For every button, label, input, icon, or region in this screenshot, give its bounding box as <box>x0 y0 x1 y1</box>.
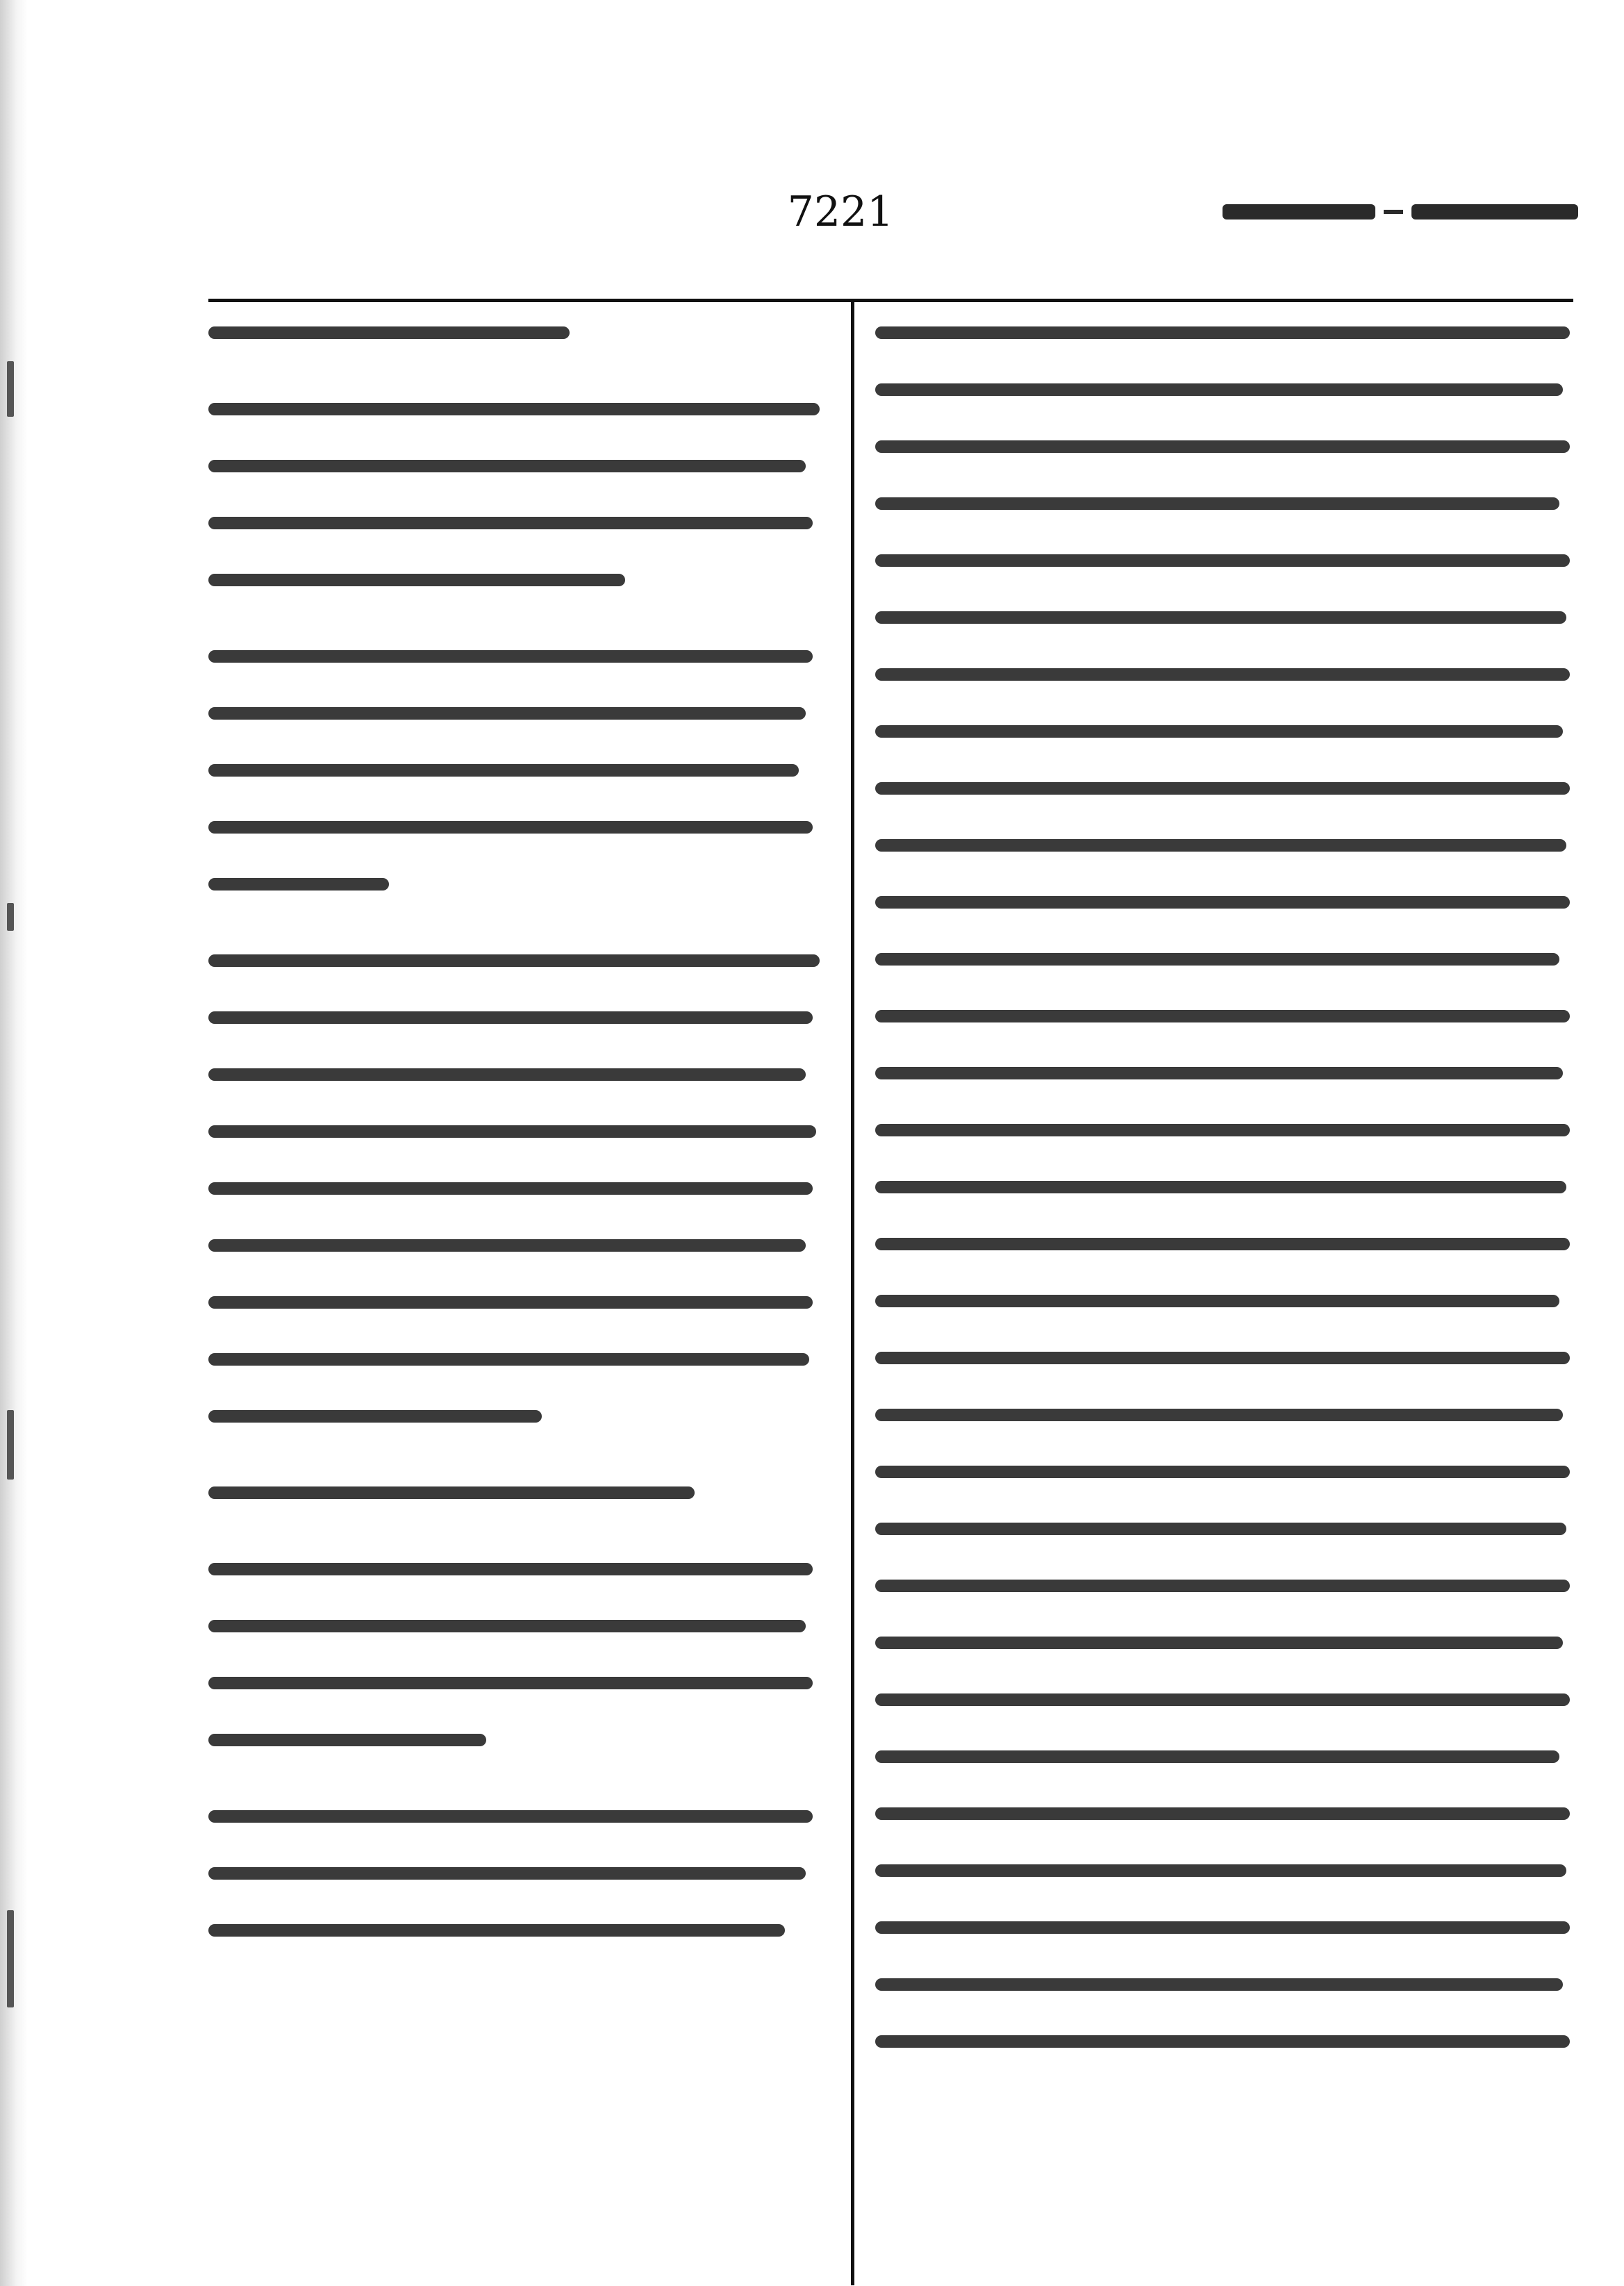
text-line <box>875 953 1559 966</box>
text-line <box>875 1580 1570 1592</box>
running-head <box>1223 189 1584 238</box>
text-line <box>875 1067 1563 1079</box>
text-line <box>875 1978 1563 1991</box>
text-line <box>208 1353 809 1366</box>
text-line <box>875 1466 1570 1478</box>
text-line <box>208 517 813 529</box>
running-head-last-word <box>1411 204 1578 220</box>
page-number: 7221 <box>787 188 894 236</box>
text-line <box>875 497 1559 510</box>
text-line <box>875 1238 1570 1250</box>
text-line <box>208 403 820 415</box>
spine-mark <box>7 1910 14 2007</box>
text-line <box>208 1620 806 1632</box>
running-head-dash <box>1384 210 1403 214</box>
text-line <box>875 1010 1570 1022</box>
scan-spine-shadow <box>0 0 28 2286</box>
text-line <box>208 764 799 777</box>
spine-mark <box>7 1410 14 1480</box>
spine-mark <box>7 361 14 417</box>
text-line <box>208 1734 486 1746</box>
text-line <box>208 1182 813 1195</box>
text-line <box>875 1921 1570 1934</box>
text-line <box>875 782 1570 795</box>
text-line <box>208 1810 813 1823</box>
text-line <box>208 650 813 663</box>
text-line <box>208 1125 816 1138</box>
text-line <box>875 839 1566 852</box>
text-line <box>208 1068 806 1081</box>
text-line <box>208 1296 813 1309</box>
text-line <box>875 1807 1570 1820</box>
text-line <box>208 954 820 967</box>
text-line <box>208 1410 542 1423</box>
column-divider <box>851 299 854 2285</box>
right-column <box>875 326 1573 2092</box>
text-line <box>208 1239 806 1252</box>
text-line <box>875 554 1570 567</box>
text-line <box>875 1352 1570 1364</box>
text-line <box>208 821 813 834</box>
text-line <box>208 707 806 720</box>
text-line <box>208 1677 813 1689</box>
text-line <box>208 1924 785 1937</box>
text-line <box>875 1693 1570 1706</box>
text-line <box>208 460 806 472</box>
text-line <box>875 725 1563 738</box>
text-line <box>875 1295 1559 1307</box>
text-line <box>875 1864 1566 1877</box>
text-line <box>208 1563 813 1575</box>
text-line <box>208 1011 813 1024</box>
text-line <box>208 878 389 891</box>
spine-mark <box>7 903 14 931</box>
text-line <box>875 326 1570 339</box>
text-line <box>875 896 1570 909</box>
text-line <box>208 574 625 586</box>
text-line <box>875 1409 1563 1421</box>
text-line <box>208 1486 695 1499</box>
text-line <box>875 1750 1559 1763</box>
header-rule <box>208 299 1573 302</box>
text-line <box>208 326 570 339</box>
text-line <box>875 383 1563 396</box>
text-line <box>875 2035 1570 2048</box>
text-line <box>875 1523 1566 1535</box>
text-line <box>875 1124 1570 1136</box>
text-line <box>875 1637 1563 1649</box>
text-line <box>208 1867 806 1880</box>
running-head-first-word <box>1223 204 1375 220</box>
left-column <box>208 326 820 1981</box>
text-line <box>875 1181 1566 1193</box>
text-line <box>875 611 1566 624</box>
text-line <box>875 440 1570 453</box>
text-line <box>875 668 1570 681</box>
